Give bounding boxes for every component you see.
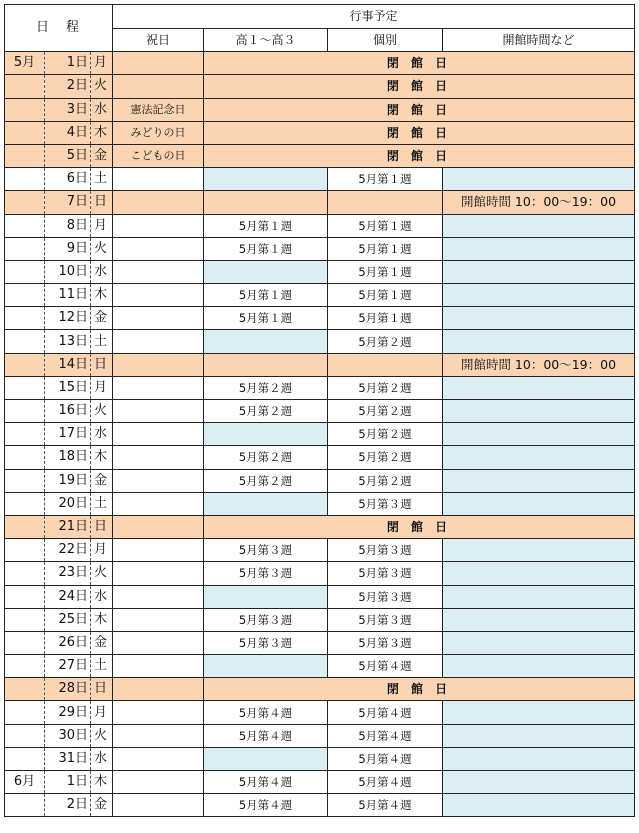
month-cell: [5, 168, 45, 191]
holiday-cell: [113, 539, 204, 562]
individual-cell: 5月第２週: [328, 376, 443, 399]
day-cell: 3日: [45, 98, 91, 121]
holiday-cell: [113, 260, 204, 283]
closed-day-cell: 閉 館 日: [204, 121, 635, 144]
month-cell: [5, 214, 45, 237]
month-cell: [5, 655, 45, 678]
holiday-cell: [113, 400, 204, 423]
holiday-cell: [113, 515, 204, 538]
month-cell: [5, 446, 45, 469]
month-cell: [5, 678, 45, 701]
weekday-cell: 木: [91, 284, 113, 307]
holiday-cell: [113, 701, 204, 724]
individual-cell: 5月第２週: [328, 423, 443, 446]
holiday-cell: [113, 52, 204, 75]
high-school-cell: 5月第２週: [204, 446, 328, 469]
day-cell: 2日: [45, 75, 91, 98]
month-cell: [5, 121, 45, 144]
holiday-cell: こどもの日: [113, 144, 204, 167]
weekday-cell: 木: [91, 608, 113, 631]
table-row: [5, 515, 635, 538]
hours-cell: [443, 539, 635, 562]
month-cell: [5, 144, 45, 167]
individual-cell: 5月第２週: [328, 446, 443, 469]
weekday-cell: 水: [91, 98, 113, 121]
month-cell: [5, 376, 45, 399]
header-row-1: [5, 5, 635, 29]
month-cell: [5, 98, 45, 121]
holiday-cell: [113, 330, 204, 353]
high-school-cell: 5月第３週: [204, 562, 328, 585]
month-cell: [5, 794, 45, 817]
month-cell: [5, 260, 45, 283]
weekday-cell: 日: [91, 678, 113, 701]
table-row: [5, 747, 635, 770]
holiday-cell: [113, 747, 204, 770]
month-cell: [5, 562, 45, 585]
table-row: [5, 353, 635, 376]
hours-cell: [443, 631, 635, 654]
weekday-cell: 金: [91, 307, 113, 330]
weekday-cell: 火: [91, 562, 113, 585]
day-cell: 4日: [45, 121, 91, 144]
table-row: [5, 400, 635, 423]
individual-cell: [328, 353, 443, 376]
holiday-cell: [113, 353, 204, 376]
hours-cell: [443, 469, 635, 492]
header-schedule: 日 程: [5, 5, 113, 52]
holiday-cell: [113, 307, 204, 330]
holiday-cell: [113, 562, 204, 585]
day-cell: 20日: [45, 492, 91, 515]
month-cell: [5, 701, 45, 724]
high-school-cell: 5月第１週: [204, 307, 328, 330]
high-school-cell: 5月第４週: [204, 771, 328, 794]
holiday-cell: [113, 631, 204, 654]
table-row: [5, 423, 635, 446]
hours-cell: [443, 608, 635, 631]
table-row: [5, 701, 635, 724]
table-row: [5, 376, 635, 399]
high-school-cell: 5月第２週: [204, 400, 328, 423]
month-cell: [5, 191, 45, 214]
holiday-cell: [113, 376, 204, 399]
day-cell: 7日: [45, 191, 91, 214]
weekday-cell: 金: [91, 469, 113, 492]
hours-cell: [443, 237, 635, 260]
high-school-cell: 5月第１週: [204, 237, 328, 260]
month-cell: [5, 469, 45, 492]
holiday-cell: [113, 446, 204, 469]
day-cell: 26日: [45, 631, 91, 654]
table-row: [5, 260, 635, 283]
high-school-cell: [204, 423, 328, 446]
header-holiday: 祝日: [113, 28, 204, 52]
weekday-cell: 金: [91, 144, 113, 167]
day-cell: 18日: [45, 446, 91, 469]
table-row: [5, 678, 635, 701]
day-cell: 11日: [45, 284, 91, 307]
header-individual: 個別: [328, 28, 443, 52]
weekday-cell: 金: [91, 794, 113, 817]
day-cell: 27日: [45, 655, 91, 678]
weekday-cell: 月: [91, 701, 113, 724]
table-row: [5, 75, 635, 98]
day-cell: 1日: [45, 52, 91, 75]
day-cell: 25日: [45, 608, 91, 631]
closed-day-cell: 閉 館 日: [204, 678, 635, 701]
hours-cell: [443, 214, 635, 237]
holiday-cell: [113, 492, 204, 515]
high-school-cell: 5月第４週: [204, 794, 328, 817]
table-row: [5, 469, 635, 492]
closed-day-cell: 閉 館 日: [204, 515, 635, 538]
table-row: [5, 98, 635, 121]
month-cell: [5, 539, 45, 562]
day-cell: 6日: [45, 168, 91, 191]
hours-cell: [443, 168, 635, 191]
hours-cell: [443, 701, 635, 724]
weekday-cell: 水: [91, 423, 113, 446]
month-cell: [5, 608, 45, 631]
individual-cell: 5月第３週: [328, 608, 443, 631]
table-row: [5, 446, 635, 469]
day-cell: 1日: [45, 771, 91, 794]
table-row: [5, 585, 635, 608]
table-row: [5, 284, 635, 307]
month-cell: 6月: [5, 771, 45, 794]
individual-cell: 5月第２週: [328, 469, 443, 492]
high-school-cell: 5月第２週: [204, 376, 328, 399]
weekday-cell: 火: [91, 400, 113, 423]
month-cell: [5, 353, 45, 376]
holiday-cell: [113, 191, 204, 214]
weekday-cell: 火: [91, 724, 113, 747]
high-school-cell: [204, 353, 328, 376]
hours-cell: [443, 562, 635, 585]
high-school-cell: 5月第４週: [204, 701, 328, 724]
holiday-cell: [113, 794, 204, 817]
day-cell: 23日: [45, 562, 91, 585]
schedule-table: [4, 4, 635, 817]
hours-cell: [443, 307, 635, 330]
day-cell: 31日: [45, 747, 91, 770]
month-cell: [5, 585, 45, 608]
table-row: [5, 724, 635, 747]
hours-cell: [443, 260, 635, 283]
day-cell: 12日: [45, 307, 91, 330]
holiday-cell: 憲法記念日: [113, 98, 204, 121]
weekday-cell: 水: [91, 747, 113, 770]
individual-cell: 5月第３週: [328, 631, 443, 654]
table-row: [5, 330, 635, 353]
holiday-cell: [113, 585, 204, 608]
weekday-cell: 水: [91, 260, 113, 283]
day-cell: 2日: [45, 794, 91, 817]
individual-cell: 5月第４週: [328, 724, 443, 747]
day-cell: 17日: [45, 423, 91, 446]
month-cell: [5, 307, 45, 330]
individual-cell: 5月第１週: [328, 284, 443, 307]
high-school-cell: [204, 492, 328, 515]
table-row: [5, 608, 635, 631]
high-school-cell: 5月第１週: [204, 284, 328, 307]
day-cell: 9日: [45, 237, 91, 260]
weekday-cell: 土: [91, 168, 113, 191]
holiday-cell: [113, 168, 204, 191]
day-cell: 13日: [45, 330, 91, 353]
holiday-cell: [113, 284, 204, 307]
closed-day-cell: 閉 館 日: [204, 98, 635, 121]
weekday-cell: 日: [91, 191, 113, 214]
table-row: [5, 237, 635, 260]
holiday-cell: みどりの日: [113, 121, 204, 144]
individual-cell: 5月第３週: [328, 492, 443, 515]
holiday-cell: [113, 237, 204, 260]
hours-cell: [443, 376, 635, 399]
table-row: [5, 307, 635, 330]
individual-cell: 5月第１週: [328, 260, 443, 283]
hours-cell: [443, 423, 635, 446]
closed-day-cell: 閉 館 日: [204, 75, 635, 98]
month-cell: [5, 492, 45, 515]
weekday-cell: 木: [91, 446, 113, 469]
holiday-cell: [113, 655, 204, 678]
table-row: [5, 539, 635, 562]
header-hours: 開館時間など: [443, 28, 635, 52]
hours-cell: [443, 655, 635, 678]
individual-cell: 5月第１週: [328, 307, 443, 330]
table-row: [5, 121, 635, 144]
hours-cell: [443, 284, 635, 307]
high-school-cell: [204, 191, 328, 214]
day-cell: 10日: [45, 260, 91, 283]
table-row: [5, 771, 635, 794]
holiday-cell: [113, 423, 204, 446]
high-school-cell: [204, 585, 328, 608]
hours-cell: [443, 747, 635, 770]
hours-cell: [443, 330, 635, 353]
individual-cell: 5月第１週: [328, 168, 443, 191]
header-high: 高１〜高３: [204, 28, 328, 52]
table-row: [5, 191, 635, 214]
month-cell: [5, 237, 45, 260]
month-cell: [5, 724, 45, 747]
month-cell: [5, 631, 45, 654]
table-row: [5, 794, 635, 817]
holiday-cell: [113, 214, 204, 237]
weekday-cell: 土: [91, 492, 113, 515]
individual-cell: 5月第４週: [328, 794, 443, 817]
hours-cell: 開館時間 10：00〜19：00: [443, 191, 635, 214]
day-cell: 16日: [45, 400, 91, 423]
high-school-cell: [204, 330, 328, 353]
weekday-cell: 土: [91, 655, 113, 678]
individual-cell: [328, 191, 443, 214]
day-cell: 28日: [45, 678, 91, 701]
day-cell: 30日: [45, 724, 91, 747]
hours-cell: [443, 446, 635, 469]
weekday-cell: 火: [91, 237, 113, 260]
hours-cell: [443, 771, 635, 794]
individual-cell: 5月第１週: [328, 214, 443, 237]
high-school-cell: 5月第４週: [204, 724, 328, 747]
individual-cell: 5月第４週: [328, 747, 443, 770]
month-cell: [5, 400, 45, 423]
weekday-cell: 日: [91, 353, 113, 376]
individual-cell: 5月第２週: [328, 330, 443, 353]
month-cell: [5, 515, 45, 538]
weekday-cell: 月: [91, 539, 113, 562]
hours-cell: 開館時間 10：00〜19：00: [443, 353, 635, 376]
high-school-cell: [204, 260, 328, 283]
weekday-cell: 月: [91, 214, 113, 237]
closed-day-cell: 閉 館 日: [204, 52, 635, 75]
weekday-cell: 火: [91, 75, 113, 98]
day-cell: 14日: [45, 353, 91, 376]
table-row: [5, 492, 635, 515]
table-row: [5, 562, 635, 585]
month-cell: [5, 284, 45, 307]
day-cell: 19日: [45, 469, 91, 492]
individual-cell: 5月第１週: [328, 237, 443, 260]
month-cell: [5, 747, 45, 770]
month-cell: 5月: [5, 52, 45, 75]
high-school-cell: 5月第３週: [204, 539, 328, 562]
day-cell: 29日: [45, 701, 91, 724]
holiday-cell: [113, 75, 204, 98]
holiday-cell: [113, 678, 204, 701]
weekday-cell: 木: [91, 771, 113, 794]
hours-cell: [443, 400, 635, 423]
day-cell: 8日: [45, 214, 91, 237]
day-cell: 21日: [45, 515, 91, 538]
high-school-cell: 5月第１週: [204, 214, 328, 237]
closed-day-cell: 閉 館 日: [204, 144, 635, 167]
table-row: [5, 655, 635, 678]
weekday-cell: 木: [91, 121, 113, 144]
hours-cell: [443, 794, 635, 817]
holiday-cell: [113, 469, 204, 492]
weekday-cell: 月: [91, 52, 113, 75]
holiday-cell: [113, 724, 204, 747]
month-cell: [5, 330, 45, 353]
weekday-cell: 水: [91, 585, 113, 608]
weekday-cell: 月: [91, 376, 113, 399]
day-cell: 22日: [45, 539, 91, 562]
weekday-cell: 日: [91, 515, 113, 538]
individual-cell: 5月第３週: [328, 539, 443, 562]
table-row: [5, 52, 635, 75]
individual-cell: 5月第４週: [328, 771, 443, 794]
individual-cell: 5月第４週: [328, 701, 443, 724]
high-school-cell: 5月第３週: [204, 608, 328, 631]
hours-cell: [443, 585, 635, 608]
individual-cell: 5月第３週: [328, 562, 443, 585]
day-cell: 5日: [45, 144, 91, 167]
individual-cell: 5月第２週: [328, 400, 443, 423]
table-row: [5, 214, 635, 237]
table-row: [5, 168, 635, 191]
weekday-cell: 土: [91, 330, 113, 353]
individual-cell: 5月第３週: [328, 585, 443, 608]
schedule-sheet: [4, 4, 635, 817]
high-school-cell: [204, 655, 328, 678]
weekday-cell: 金: [91, 631, 113, 654]
high-school-cell: [204, 747, 328, 770]
high-school-cell: 5月第２週: [204, 469, 328, 492]
header-events: 行事予定: [113, 5, 635, 29]
hours-cell: [443, 492, 635, 515]
holiday-cell: [113, 608, 204, 631]
individual-cell: 5月第４週: [328, 655, 443, 678]
day-cell: 24日: [45, 585, 91, 608]
holiday-cell: [113, 771, 204, 794]
table-row: [5, 144, 635, 167]
month-cell: [5, 75, 45, 98]
month-cell: [5, 423, 45, 446]
hours-cell: [443, 724, 635, 747]
day-cell: 15日: [45, 376, 91, 399]
table-row: [5, 631, 635, 654]
high-school-cell: [204, 168, 328, 191]
high-school-cell: 5月第３週: [204, 631, 328, 654]
